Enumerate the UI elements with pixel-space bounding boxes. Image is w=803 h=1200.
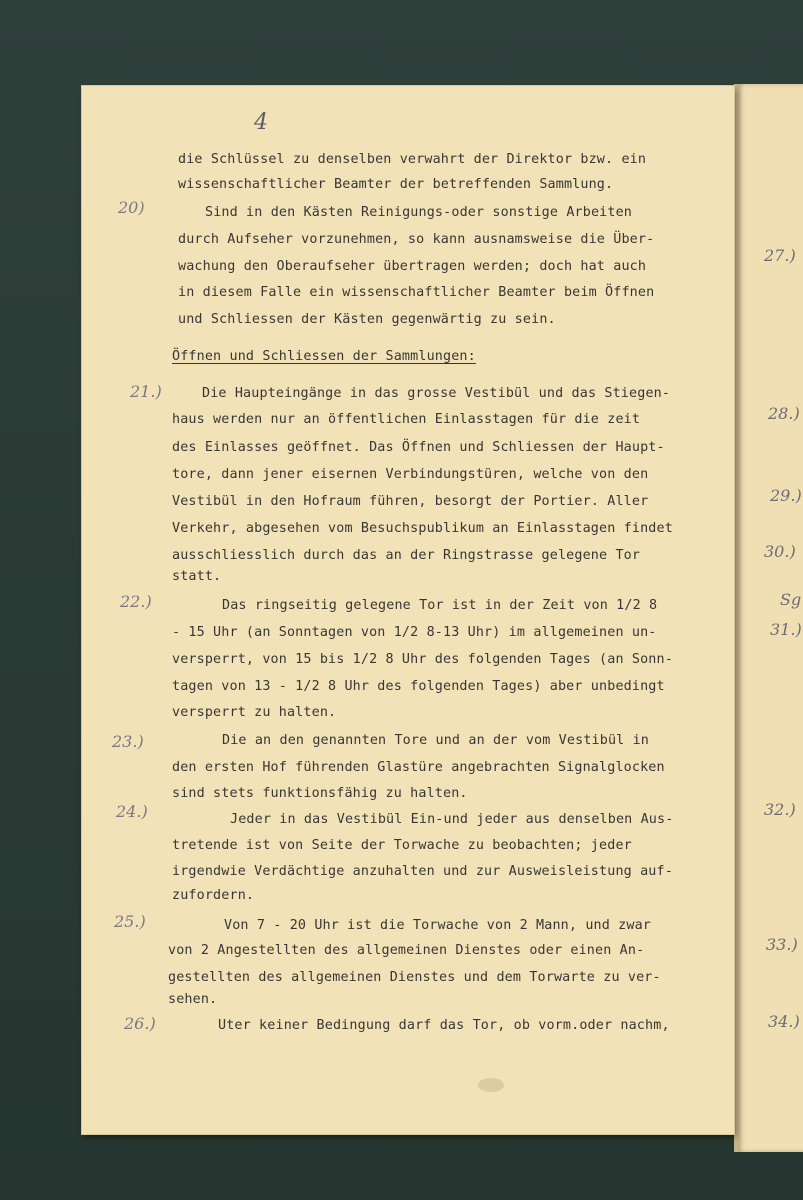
- section-heading: Öffnen und Schliessen der Sammlungen:: [172, 349, 476, 364]
- text-line: Die an den genannten Tore und an der vom Vestibül in: [222, 733, 650, 748]
- text-line: irgendwie Verdächtige anzuhalten und zur Ausweisleistung auf-: [172, 864, 673, 879]
- text-line: versperrt, von 15 bis 1/2 8 Uhr des folgenden Tages (an Sonn-: [172, 652, 673, 667]
- text-line: in diesem Falle ein wissenschaftlicher Beamter beim Öffnen: [178, 285, 655, 300]
- text-line: Die Haupteingänge in das grosse Vestibül und das Stiegen-: [202, 386, 671, 401]
- text-line: die Schlüssel zu denselben verwahrt der Direktor bzw. ein: [178, 152, 647, 167]
- right-margin-note: 27.): [764, 246, 796, 265]
- page-number: 4: [254, 110, 268, 135]
- text-line: statt.: [172, 569, 222, 584]
- left-margin-note: 21.): [130, 382, 162, 401]
- left-margin-note: 24.): [116, 802, 148, 821]
- text-line: Uter keiner Bedingung darf das Tor, ob vorm.oder nachm,: [218, 1018, 670, 1033]
- text-line: des Einlasses geöffnet. Das Öffnen und Schliessen der Haupt-: [172, 440, 665, 455]
- left-margin-note: 26.): [124, 1014, 156, 1033]
- text-line: haus werden nur an öffentlichen Einlasstagen für die zeit: [172, 412, 641, 427]
- text-line: Jeder in das Vestibül Ein-und jeder aus denselben Aus-: [230, 812, 674, 827]
- right-margin-note: 32.): [764, 800, 796, 819]
- text-line: durch Aufseher vorzunehmen, so kann ausnamsweise die Über-: [178, 232, 655, 247]
- text-line: tore, dann jener eisernen Verbindungstüren, welche von den: [172, 467, 649, 482]
- text-line: Von 7 - 20 Uhr ist die Torwache von 2 Mann, und zwar: [224, 918, 652, 933]
- text-line: wissenschaftlicher Beamter der betreffenden Sammlung.: [178, 177, 614, 192]
- text-line: von 2 Angestellten des allgemeinen Dienstes oder einen An-: [168, 943, 645, 958]
- right-margin-note: 34.): [768, 1012, 800, 1031]
- left-margin-note: 22.): [120, 592, 152, 611]
- left-margin-note: 23.): [112, 732, 144, 751]
- right-margin-note: 31.): [770, 620, 802, 639]
- right-margin-note: 28.): [768, 404, 800, 423]
- right-margin-note: 33.): [766, 935, 798, 954]
- right-margin-note: 29.): [770, 486, 802, 505]
- text-line: wachung den Oberaufseher übertragen werden; doch hat auch: [178, 259, 647, 274]
- text-line: Das ringseitig gelegene Tor ist in der Zeit von 1/2 8: [222, 598, 658, 613]
- text-line: den ersten Hof führenden Glastüre angebrachten Signalglocken: [172, 760, 665, 775]
- text-line: - 15 Uhr (an Sonntagen von 1/2 8-13 Uhr) im allgemeinen un-: [172, 625, 657, 640]
- text-line: tretende ist von Seite der Torwache zu beobachten; jeder: [172, 838, 632, 853]
- right-margin-note: Sg: [780, 590, 802, 609]
- text-line: sind stets funktionsfähig zu halten.: [172, 786, 468, 801]
- text-line: Vestibül in den Hofraum führen, besorgt der Portier. Aller: [172, 494, 649, 509]
- right-margin-note: 30.): [764, 542, 796, 561]
- text-line: gestellten des allgemeinen Dienstes und dem Torwarte zu ver-: [168, 970, 661, 985]
- text-line: ausschliesslich durch das an der Ringstrasse gelegene Tor: [172, 548, 641, 563]
- text-line: tagen von 13 - 1/2 8 Uhr des folgenden Tages) aber unbedingt: [172, 679, 665, 694]
- page-fold: [734, 84, 738, 1152]
- text-line: Verkehr, abgesehen vom Besuchspublikum an Einlasstagen findet: [172, 521, 673, 536]
- paper-stain: [478, 1078, 504, 1092]
- left-margin-note: 25.): [114, 912, 146, 931]
- text-line: und Schliessen der Kästen gegenwärtig zu sein.: [178, 312, 556, 327]
- text-line: versperrt zu halten.: [172, 705, 337, 720]
- left-margin-note: 20): [118, 198, 145, 217]
- text-line: zufordern.: [172, 888, 255, 903]
- text-line: Sind in den Kästen Reinigungs-oder sonstige Arbeiten: [205, 205, 633, 220]
- text-line: sehen.: [168, 992, 218, 1007]
- next-page-edge: [738, 84, 803, 1152]
